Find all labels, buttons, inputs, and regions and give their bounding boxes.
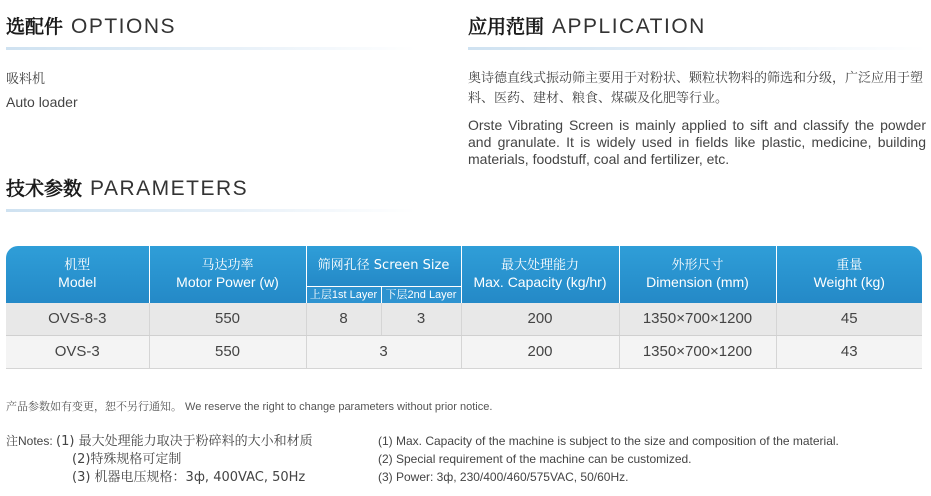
parameters-heading-zh: 技术参数 bbox=[6, 178, 83, 200]
cell-weight: 43 bbox=[776, 335, 922, 368]
col-power-zh: 马达功率 bbox=[201, 258, 254, 274]
note-en-3: (3) Power: 3ф, 230/400/460/575VAC, 50/60Hz. bbox=[378, 470, 629, 484]
parameters-heading-en: PARAMETERS bbox=[90, 177, 249, 200]
cell-weight: 45 bbox=[776, 303, 922, 336]
col-weight bbox=[776, 246, 922, 303]
cell-screen-upper: 8 bbox=[306, 303, 381, 336]
col-dimension-en: Dimension (mm) bbox=[646, 274, 749, 291]
options-heading-zh: 选配件 bbox=[6, 16, 64, 38]
col-dimension bbox=[619, 246, 776, 303]
cell-power: 550 bbox=[149, 335, 306, 368]
col-weight-en: Weight (kg) bbox=[813, 274, 885, 291]
note-zh-3: (3) 机器电压规格：3ф, 400VAC, 50Hz bbox=[72, 470, 306, 485]
application-text-zh: 奥诗德直线式振动筛主要用于对粉状、颗粒状物料的筛选和分级，广泛应用于塑料、医药、建材、粮食、煤碳及化肥等行业。 bbox=[468, 71, 924, 106]
table-row bbox=[6, 303, 922, 336]
col-screen bbox=[306, 246, 461, 286]
options-heading bbox=[6, 12, 416, 52]
application-heading-en: APPLICATION bbox=[552, 15, 706, 38]
col-capacity-zh: 最大处理能力 bbox=[500, 258, 579, 274]
note-en-2: (2) Special requirement of the machine can be customized. bbox=[378, 452, 692, 466]
options-heading-rule bbox=[6, 47, 416, 50]
notes-zh bbox=[6, 432, 313, 487]
notes-en bbox=[378, 432, 928, 486]
application-text-en: Orste Vibrating Screen is mainly applied to sift and classify the powder and granulate. It is widely used in fields like plastic, medicine, building materials, foodstuff, coal and fertilizer, etc. bbox=[468, 117, 926, 167]
cell-screen: 3 bbox=[306, 335, 461, 368]
options-item-en: Auto loader bbox=[6, 94, 78, 110]
note-zh-1: (1) 最大处理能力取决于粉碎料的大小和材质 bbox=[56, 434, 313, 449]
parameters-notice: 产品参数如有变更，恕不另行通知。 We reserve the right to change parameters without prior notice. bbox=[6, 401, 493, 413]
col-screen-lower: 下层2nd Layer bbox=[381, 286, 461, 303]
cell-model: OVS-3 bbox=[6, 335, 149, 368]
cell-capacity: 200 bbox=[461, 303, 619, 336]
col-screen-label: 筛网孔径 Screen Size bbox=[317, 257, 450, 273]
col-power-en: Motor Power (w) bbox=[176, 274, 279, 291]
options-item bbox=[6, 70, 78, 112]
application-heading-rule bbox=[468, 47, 926, 50]
options-heading-en: OPTIONS bbox=[71, 15, 177, 38]
parameters-heading bbox=[6, 174, 416, 214]
parameters-heading-rule bbox=[6, 209, 416, 212]
cell-dimension: 1350×700×1200 bbox=[619, 335, 776, 368]
col-weight-zh: 重量 bbox=[836, 258, 863, 274]
col-model-zh: 机型 bbox=[64, 258, 91, 274]
cell-model: OVS-8-3 bbox=[6, 303, 149, 336]
cell-dimension: 1350×700×1200 bbox=[619, 303, 776, 336]
table-row bbox=[6, 335, 922, 368]
application-heading bbox=[468, 12, 926, 52]
col-model bbox=[6, 246, 149, 303]
application-heading-zh: 应用范围 bbox=[468, 16, 545, 38]
cell-capacity: 200 bbox=[461, 335, 619, 368]
cell-power: 550 bbox=[149, 303, 306, 336]
col-model-en: Model bbox=[58, 274, 97, 291]
col-screen-upper: 上层1st Layer bbox=[306, 286, 381, 303]
col-power bbox=[149, 246, 306, 303]
note-en-1: (1) Max. Capacity of the machine is subject to the size and composition of the material. bbox=[378, 434, 839, 448]
table-header-row bbox=[6, 246, 922, 286]
cell-screen-lower: 3 bbox=[381, 303, 461, 336]
col-capacity-en: Max. Capacity (kg/hr) bbox=[473, 274, 607, 291]
notes-label: 注Notes: bbox=[6, 434, 53, 448]
col-dimension-zh: 外形尺寸 bbox=[671, 258, 724, 274]
col-capacity bbox=[461, 246, 619, 303]
parameters-table bbox=[6, 246, 922, 369]
options-item-zh: 吸料机 bbox=[6, 72, 46, 87]
note-zh-2: (2)特殊规格可定制 bbox=[72, 452, 182, 467]
